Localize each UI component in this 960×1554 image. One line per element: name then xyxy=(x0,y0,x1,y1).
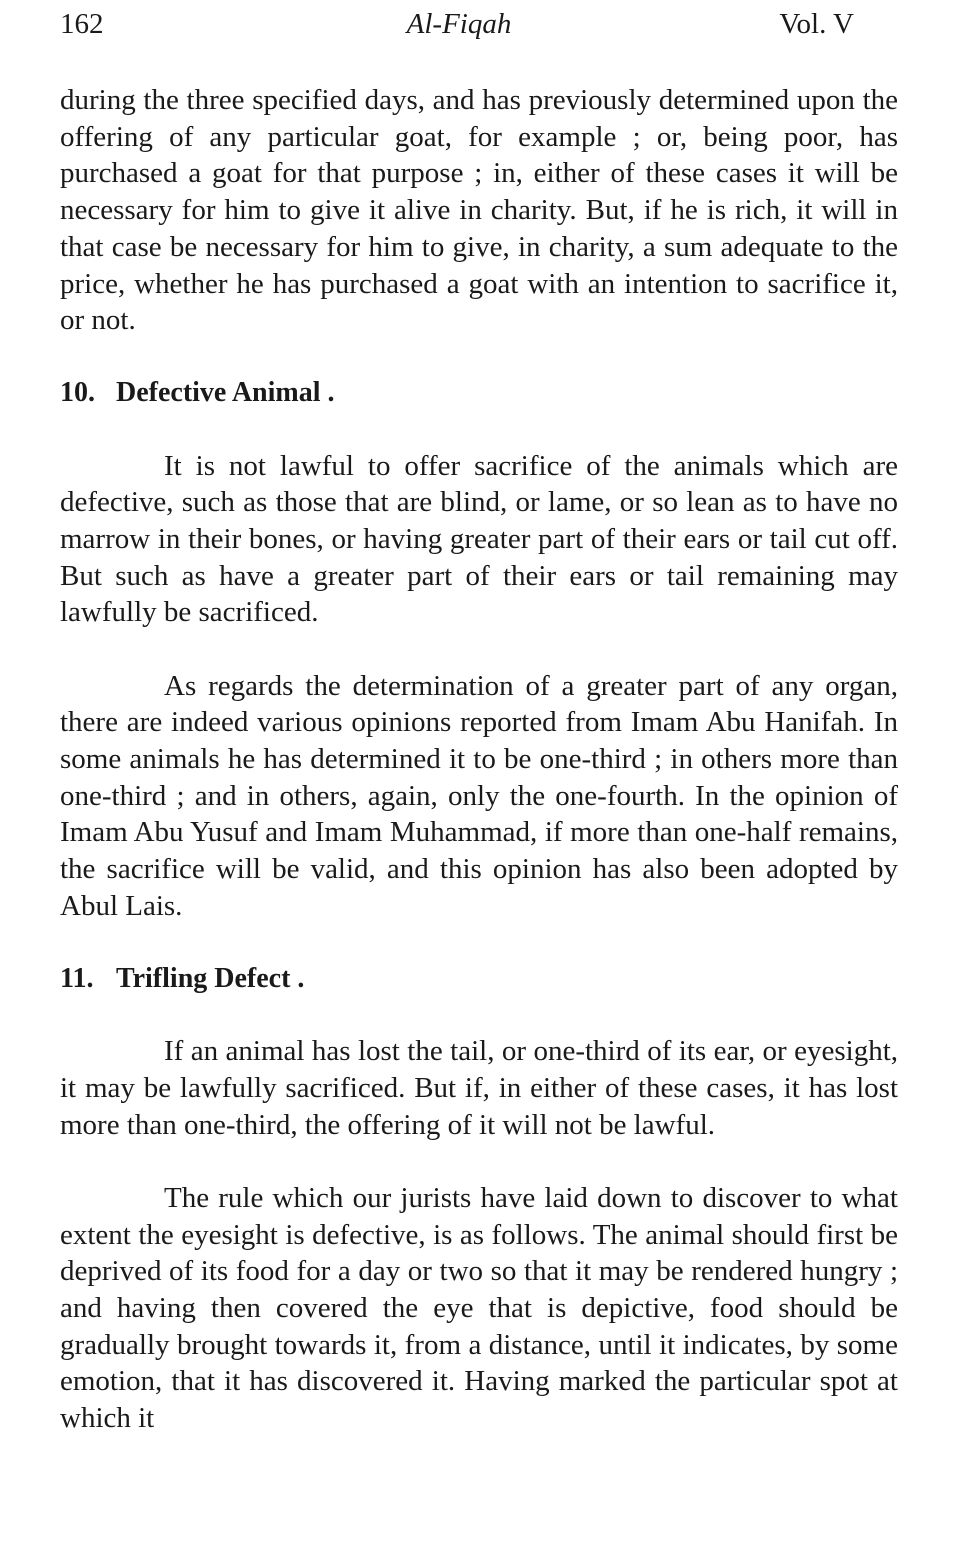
paragraph: The rule which our jurists have laid down to discover to what extent the eyesight is defective, is as follows. The animal should first be deprived of its food for a day or two so that it may be rendered hungry ; and having then covered the eye that is depictive, food should be gradually brought towards it, from a distance, until it indicates, by some emotion, that it has discovered it. Having marked the particular spot at which it xyxy=(60,1181,898,1435)
spacer xyxy=(60,925,898,961)
spacer xyxy=(60,339,898,375)
section-heading-11 xyxy=(60,961,898,998)
spacer xyxy=(60,1143,898,1180)
spacer xyxy=(60,412,898,448)
volume-label: Vol. V xyxy=(779,8,854,40)
paragraph: If an animal has lost the tail, or one-third of its ear, or eyesight, it may be lawfully sacrificed. But if, in either of these cases, it has lost more than one-third, the offering of it will not be lawful. xyxy=(60,1035,898,1141)
section-number: 10. xyxy=(60,376,95,408)
body-text xyxy=(60,82,898,1437)
paragraph: It is not lawful to offer sacrifice of the animals which are defective, such as those that are blind, or lame, or so lean as to have no marrow in their bones, or having greater part of their ears or tail cut off. But such as have a greater part of their ears or tail remaining may lawfully be sacrificed. xyxy=(60,449,898,629)
section-heading-10 xyxy=(60,375,898,412)
continued-paragraph: during the three specified days, and has previously determined upon the offering of any particular goat, for example ; or, being poor, has purchased a goat for that purpose ; in, either of these cases it will be necessary for him to give it alive in charity. But, if he is rich, it will in that case be necessary for him to give, in charity, a sum adequate to the price, whether he has purchased a goat with an intention to sacrifice it, or not. xyxy=(60,84,898,337)
section-title: Trifling Defect . xyxy=(116,962,305,994)
running-header xyxy=(60,4,898,44)
spacer xyxy=(60,631,898,668)
section-number: 11. xyxy=(60,962,94,994)
spacer xyxy=(60,997,898,1033)
page-number: 162 xyxy=(60,8,104,40)
book-title: Al-Fiqah xyxy=(406,8,512,40)
section-title: Defective Animal . xyxy=(116,376,335,408)
paragraph: As regards the determination of a greater part of any organ, there are indeed various opinions reported from Imam Abu Hanifah. In some animals he has determined it to be one-third ; in others more than one-third ; and in others, again, only the one-fourth. In the opinion of Imam Abu Yusuf and Imam Muhammad, if more than one-half remains, the sacrifice will be valid, and this opinion has also been adopted by Abul Lais. xyxy=(60,669,898,922)
book-page xyxy=(60,0,898,1554)
